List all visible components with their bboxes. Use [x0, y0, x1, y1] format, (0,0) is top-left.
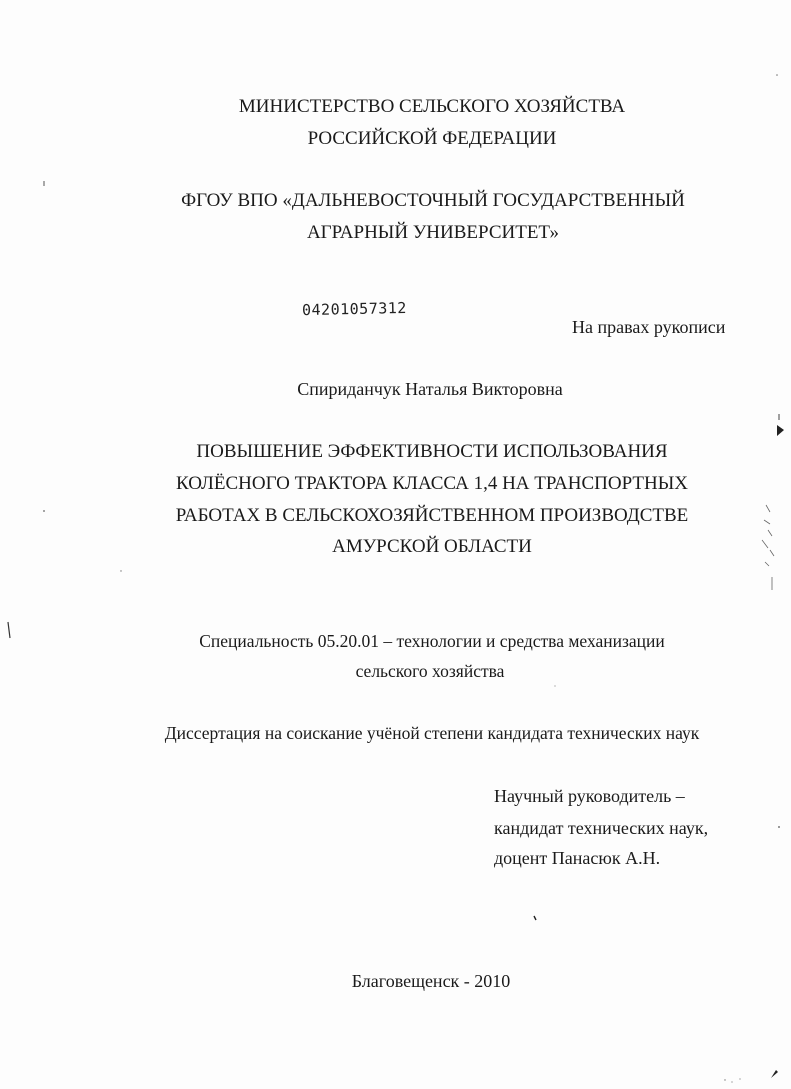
manuscript-rights-note: На правах рукописи — [572, 317, 726, 337]
left-margin-tick — [8, 622, 10, 638]
ministry-line-2: РОССИЙСКОЙ ФЕДЕРАЦИИ — [307, 128, 557, 149]
city-year: Благовещенск - 2010 — [351, 971, 511, 991]
supervisor-line-2: кандидат технических наук, — [494, 818, 709, 838]
supervisor-line-1: Научный руководитель – — [494, 786, 685, 806]
university-line-1: ФГОУ ВПО «ДАЛЬНЕВОСТОЧНЫЙ ГОСУДАРСТВЕННЫЙ — [181, 190, 685, 211]
left-margin-dot-3 — [120, 570, 121, 571]
author-name: Спириданчук Наталья Викторовна — [297, 379, 563, 399]
thesis-title-line-3: РАБОТАХ В СЕЛЬСКОХОЗЯЙСТВЕННОМ ПРОИЗВОДСТВЕ — [175, 505, 689, 526]
right-margin-noise — [762, 505, 774, 590]
right-margin-dot-2 — [778, 826, 780, 828]
supervisor-line-3: доцент Панасюк А.Н. — [494, 848, 661, 868]
right-margin-dot-1 — [776, 74, 778, 76]
bottom-center-tick — [534, 916, 536, 920]
thesis-title-line-4: АМУРСКОЙ ОБЛАСТИ — [332, 536, 532, 557]
university-line-2: АГРАРНЫЙ УНИВЕРСИТЕТ» — [306, 222, 560, 243]
thesis-title-line-1: ПОВЫШЕНИЕ ЭФФЕКТИВНОСТИ ИСПОЛЬЗОВАНИЯ — [196, 441, 668, 462]
ministry-line-1: МИНИСТЕРСТВО СЕЛЬСКОГО ХОЗЯЙСТВА — [238, 96, 626, 117]
right-margin-arrow — [777, 425, 784, 436]
specialty-line-1: Специальность 05.20.01 – технологии и средства механизации — [199, 631, 665, 651]
thesis-title-line-2: КОЛЁСНОГО ТРАКТОРА КЛАССА 1,4 НА ТРАНСПОРТНЫХ — [176, 473, 688, 494]
stamp-number: 04201057312 — [301, 298, 408, 320]
left-margin-dot-2 — [43, 510, 45, 512]
specialty-line-2: сельского хозяйства — [355, 661, 505, 681]
dissertation-degree-line: Диссертация на соискание учёной степени кандидата технических наук — [164, 723, 700, 743]
bottom-right-mark — [771, 1070, 778, 1078]
bottom-right-noise — [724, 1078, 740, 1082]
mid-dot — [554, 685, 555, 686]
